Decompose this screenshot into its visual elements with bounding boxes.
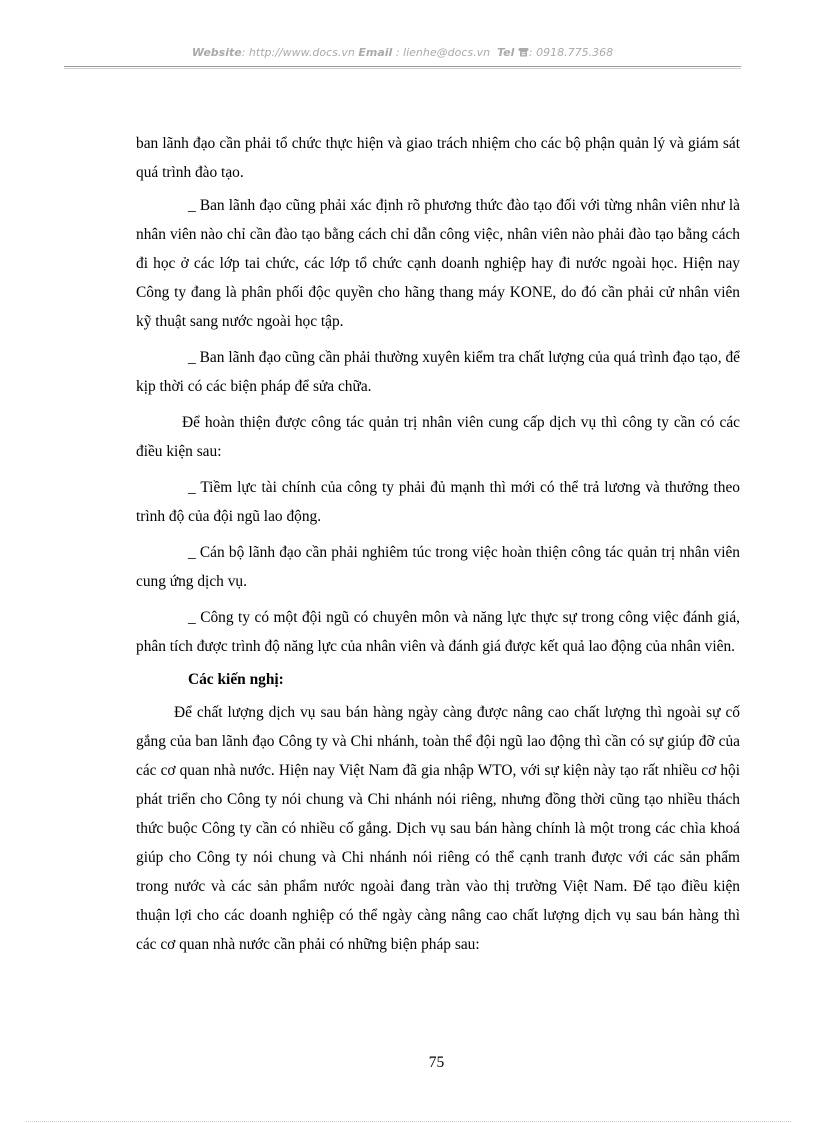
paragraph-3: _ Ban lãnh đạo cũng cần phải thường xuyên kiểm tra chất lượng của quá trình đạo tạo, để kịp thời có các biện pháp để sửa chữa. [136, 349, 740, 395]
document-body [136, 129, 740, 959]
website-link[interactable]: : http://www.docs.vn [241, 46, 355, 59]
phone-icon [518, 47, 529, 60]
page-header [64, 46, 741, 60]
tel-value: : 0918.775.368 [528, 46, 614, 59]
email-link[interactable]: : lienhe@docs.vn [395, 46, 491, 59]
paragraph-4: Để hoàn thiện được công tác quản trị nhân viên cung cấp dịch vụ thì công ty cần có các điều kiện sau: [136, 414, 740, 460]
page-bottom-border [26, 1121, 791, 1122]
page-number: 75 [428, 1054, 445, 1071]
header-divider [64, 66, 741, 69]
section-heading-recommendations: Các kiến nghị: [188, 671, 284, 688]
paragraph-2: _ Ban lãnh đạo cũng phải xác định rõ phương thức đào tạo đối với từng nhân viên như là nhân viên nào chỉ cần đào tạo bằng cách chỉ dẫn công việc, nhân viên nào phải đào tạo bằng cách đi học ở các lớp tai chức, các lớp tổ chức cạnh doanh nghiệp hay đi nước ngoài học. Hiện nay Công ty đang là phân phối độc quyền cho hãng thang máy KONE, do đó cần phải cử nhân viên kỹ thuật sang nước ngoài học tập. [136, 197, 740, 330]
paragraph-5: _ Tiềm lực tài chính của công ty phải đủ mạnh thì mới có thể trả lương và thưởng theo trình độ của đội ngũ lao động. [136, 479, 740, 525]
paragraph-1: ban lãnh đạo cần phải tổ chức thực hiện và giao trách nhiệm cho các bộ phận quản lý và giám sát quá trình đào tạo. [136, 135, 740, 181]
email-label: Email [358, 46, 393, 59]
paragraph-8: Để chất lượng dịch vụ sau bán hàng ngày càng được nâng cao chất lượng thì ngoài sự cố gắng của ban lãnh đạo Công ty và Chi nhánh, toàn thể đội ngũ lao động thì cần có sự giúp đỡ của các cơ quan nhà nước. Hiện nay Việt Nam đã gia nhập WTO, với sự kiện này tạo rất nhiều cơ hội phát triển cho Công ty nói chung và Chi nhánh nói riêng, nhưng đồng thời cũng tạo nhiều thách thức buộc Công ty cần có nhiều cố gắng. Dịch vụ sau bán hàng chính là một trong các chìa khoá giúp cho Công ty nói chung và Chi nhánh nói riêng có thể cạnh tranh được với các sản phẩm trong nước và các sản phẩm nước ngoài đang tràn vào thị trường Việt Nam. Để tạo điều kiện thuận lợi cho các doanh nghiệp có thể ngày càng nâng cao chất lượng dịch vụ sau bán hàng thì các cơ quan nhà nước cần phải có những biện pháp sau: [136, 704, 740, 953]
website-label: Website [191, 46, 242, 59]
tel-label: Tel [497, 46, 515, 59]
paragraph-6: _ Cán bộ lãnh đạo cần phải nghiêm túc trong việc hoàn thiện công tác quản trị nhân viên cung ứng dịch vụ. [136, 544, 740, 590]
paragraph-7: _ Công ty có một đội ngũ có chuyên môn và năng lực thực sự trong công việc đánh giá, phân tích được trình độ năng lực của nhân viên và đánh giá được kết quả lao động của nhân viên. [136, 609, 740, 655]
